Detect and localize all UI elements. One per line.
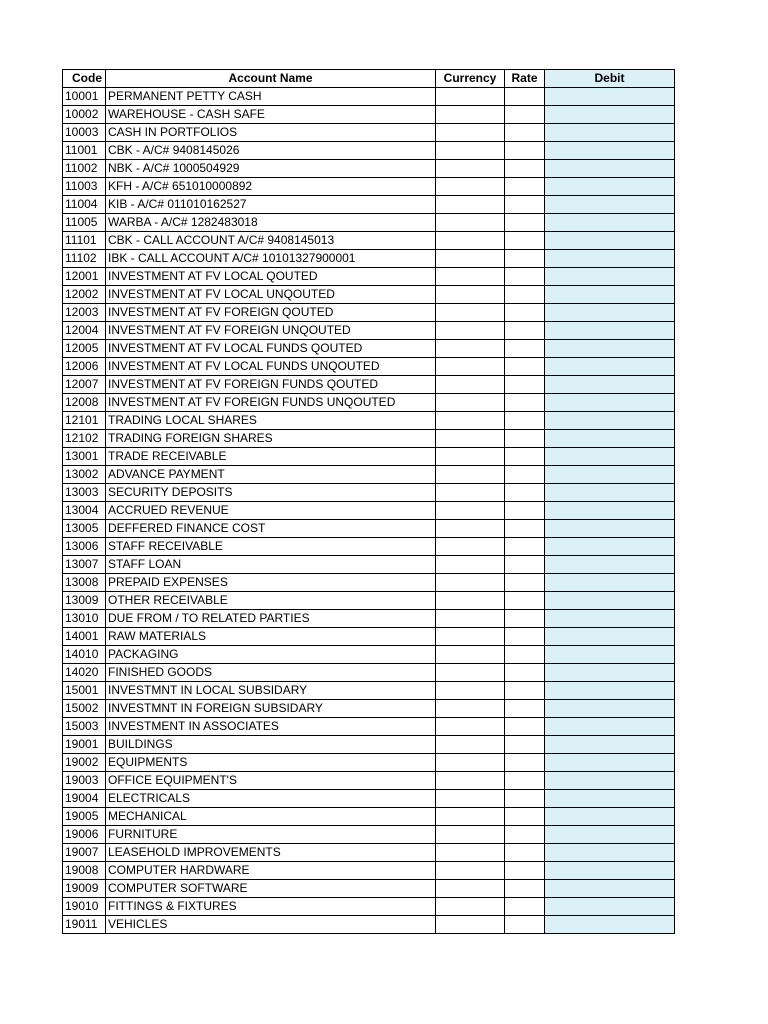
cell-currency[interactable] <box>436 106 505 124</box>
cell-account-name[interactable]: INVESTMENT IN ASSOCIATES <box>106 718 436 736</box>
cell-currency[interactable] <box>436 232 505 250</box>
cell-rate[interactable] <box>505 700 545 718</box>
cell-rate[interactable] <box>505 628 545 646</box>
cell-account-name[interactable]: INVESTMENT AT FV LOCAL FUNDS QOUTED <box>106 340 436 358</box>
table-row <box>63 124 675 142</box>
table-row <box>63 736 675 754</box>
cell-code[interactable]: 13008 <box>63 574 106 592</box>
cell-rate[interactable] <box>505 394 545 412</box>
table-row <box>63 232 675 250</box>
cell-debit[interactable] <box>545 682 675 700</box>
cell-code[interactable]: 11003 <box>63 178 106 196</box>
cell-account-name[interactable]: FITTINGS & FIXTURES <box>106 898 436 916</box>
cell-rate[interactable] <box>505 124 545 142</box>
table-row <box>63 754 675 772</box>
cell-debit[interactable] <box>545 484 675 502</box>
cell-debit[interactable] <box>545 808 675 826</box>
cell-rate[interactable] <box>505 196 545 214</box>
cell-debit[interactable] <box>545 790 675 808</box>
table-row <box>63 718 675 736</box>
cell-account-name[interactable]: WAREHOUSE - CASH SAFE <box>106 106 436 124</box>
cell-code[interactable]: 15002 <box>63 700 106 718</box>
table-row <box>63 592 675 610</box>
cell-currency[interactable] <box>436 160 505 178</box>
table-row <box>63 268 675 286</box>
header-rate[interactable]: Rate <box>505 70 545 88</box>
cell-account-name[interactable]: SECURITY DEPOSITS <box>106 484 436 502</box>
cell-account-name[interactable]: PERMANENT PETTY CASH <box>106 88 436 106</box>
table-row <box>63 556 675 574</box>
cell-currency[interactable] <box>436 304 505 322</box>
cell-debit[interactable] <box>545 178 675 196</box>
cell-debit[interactable] <box>545 736 675 754</box>
cell-code[interactable]: 19005 <box>63 808 106 826</box>
table-row <box>63 358 675 376</box>
cell-rate[interactable] <box>505 718 545 736</box>
table-row <box>63 304 675 322</box>
cell-currency[interactable] <box>436 916 505 934</box>
cell-code[interactable]: 12102 <box>63 430 106 448</box>
table-row <box>63 700 675 718</box>
cell-debit[interactable] <box>545 610 675 628</box>
cell-account-name[interactable]: WARBA - A/C# 1282483018 <box>106 214 436 232</box>
cell-code[interactable]: 19010 <box>63 898 106 916</box>
table-row <box>63 916 675 934</box>
cell-currency[interactable] <box>436 412 505 430</box>
cell-debit[interactable] <box>545 556 675 574</box>
cell-currency[interactable] <box>436 628 505 646</box>
cell-account-name[interactable]: IBK - CALL ACCOUNT A/C# 10101327900001 <box>106 250 436 268</box>
cell-rate[interactable] <box>505 178 545 196</box>
cell-currency[interactable] <box>436 88 505 106</box>
cell-account-name[interactable]: NBK - A/C# 1000504929 <box>106 160 436 178</box>
cell-debit[interactable] <box>545 826 675 844</box>
cell-code[interactable]: 14010 <box>63 646 106 664</box>
cell-code[interactable]: 14001 <box>63 628 106 646</box>
cell-rate[interactable] <box>505 898 545 916</box>
cell-debit[interactable] <box>545 916 675 934</box>
cell-code[interactable]: 10002 <box>63 106 106 124</box>
cell-code[interactable]: 12007 <box>63 376 106 394</box>
cell-currency[interactable] <box>436 520 505 538</box>
cell-rate[interactable] <box>505 862 545 880</box>
table-row <box>63 574 675 592</box>
table-row <box>63 862 675 880</box>
cell-account-name[interactable]: INVESTMENT AT FV FOREIGN QOUTED <box>106 304 436 322</box>
table-header <box>63 70 675 88</box>
accounts-table <box>62 69 675 934</box>
cell-rate[interactable] <box>505 304 545 322</box>
cell-rate[interactable] <box>505 808 545 826</box>
cell-account-name[interactable]: DEFFERED FINANCE COST <box>106 520 436 538</box>
table-row <box>63 520 675 538</box>
cell-currency[interactable] <box>436 484 505 502</box>
cell-rate[interactable] <box>505 286 545 304</box>
cell-debit[interactable] <box>545 880 675 898</box>
cell-debit[interactable] <box>545 772 675 790</box>
cell-code[interactable]: 11102 <box>63 250 106 268</box>
cell-currency[interactable] <box>436 448 505 466</box>
cell-currency[interactable] <box>436 610 505 628</box>
cell-currency[interactable] <box>436 718 505 736</box>
cell-debit[interactable] <box>545 844 675 862</box>
cell-account-name[interactable]: INVESTMNT IN FOREIGN SUBSIDARY <box>106 700 436 718</box>
cell-debit[interactable] <box>545 718 675 736</box>
cell-account-name[interactable]: COMPUTER HARDWARE <box>106 862 436 880</box>
table-row <box>63 394 675 412</box>
cell-debit[interactable] <box>545 628 675 646</box>
cell-currency[interactable] <box>436 268 505 286</box>
cell-code[interactable]: 15003 <box>63 718 106 736</box>
cell-debit[interactable] <box>545 592 675 610</box>
cell-account-name[interactable]: CASH IN PORTFOLIOS <box>106 124 436 142</box>
cell-code[interactable]: 13004 <box>63 502 106 520</box>
cell-currency[interactable] <box>436 430 505 448</box>
cell-debit[interactable] <box>545 466 675 484</box>
cell-rate[interactable] <box>505 502 545 520</box>
table-row <box>63 196 675 214</box>
cell-debit[interactable] <box>545 448 675 466</box>
cell-currency[interactable] <box>436 790 505 808</box>
cell-account-name[interactable]: INVESTMNT IN LOCAL SUBSIDARY <box>106 682 436 700</box>
cell-debit[interactable] <box>545 88 675 106</box>
cell-currency[interactable] <box>436 592 505 610</box>
cell-account-name[interactable]: DUE FROM / TO RELATED PARTIES <box>106 610 436 628</box>
cell-rate[interactable] <box>505 358 545 376</box>
cell-rate[interactable] <box>505 646 545 664</box>
cell-code[interactable]: 19004 <box>63 790 106 808</box>
table-row <box>63 430 675 448</box>
cell-code[interactable]: 19002 <box>63 754 106 772</box>
cell-debit[interactable] <box>545 430 675 448</box>
cell-code[interactable]: 19011 <box>63 916 106 934</box>
cell-currency[interactable] <box>436 772 505 790</box>
cell-debit[interactable] <box>545 538 675 556</box>
cell-debit[interactable] <box>545 394 675 412</box>
cell-code[interactable]: 13009 <box>63 592 106 610</box>
cell-currency[interactable] <box>436 322 505 340</box>
cell-rate[interactable] <box>505 106 545 124</box>
table-row <box>63 322 675 340</box>
cell-debit[interactable] <box>545 574 675 592</box>
cell-code[interactable]: 12002 <box>63 286 106 304</box>
cell-code[interactable]: 11001 <box>63 142 106 160</box>
cell-rate[interactable] <box>505 520 545 538</box>
cell-rate[interactable] <box>505 880 545 898</box>
cell-rate[interactable] <box>505 826 545 844</box>
table-row <box>63 808 675 826</box>
cell-rate[interactable] <box>505 160 545 178</box>
cell-currency[interactable] <box>436 124 505 142</box>
cell-rate[interactable] <box>505 250 545 268</box>
table-row <box>63 790 675 808</box>
cell-debit[interactable] <box>545 124 675 142</box>
cell-rate[interactable] <box>505 430 545 448</box>
cell-rate[interactable] <box>505 538 545 556</box>
table-row <box>63 376 675 394</box>
table-row <box>63 646 675 664</box>
cell-account-name[interactable]: ACCRUED REVENUE <box>106 502 436 520</box>
cell-debit[interactable] <box>545 250 675 268</box>
cell-rate[interactable] <box>505 214 545 232</box>
cell-code[interactable]: 13007 <box>63 556 106 574</box>
table-row <box>63 88 675 106</box>
cell-code[interactable]: 13003 <box>63 484 106 502</box>
cell-account-name[interactable]: INVESTMENT AT FV FOREIGN UNQOUTED <box>106 322 436 340</box>
cell-currency[interactable] <box>436 826 505 844</box>
cell-account-name[interactable]: PREPAID EXPENSES <box>106 574 436 592</box>
cell-account-name[interactable]: TRADING LOCAL SHARES <box>106 412 436 430</box>
cell-currency[interactable] <box>436 538 505 556</box>
cell-code[interactable]: 13002 <box>63 466 106 484</box>
cell-debit[interactable] <box>545 502 675 520</box>
cell-rate[interactable] <box>505 556 545 574</box>
cell-code[interactable]: 11101 <box>63 232 106 250</box>
cell-account-name[interactable]: TRADE RECEIVABLE <box>106 448 436 466</box>
cell-currency[interactable] <box>436 214 505 232</box>
cell-currency[interactable] <box>436 574 505 592</box>
cell-code[interactable]: 19009 <box>63 880 106 898</box>
cell-account-name[interactable]: OTHER RECEIVABLE <box>106 592 436 610</box>
table-row <box>63 448 675 466</box>
cell-debit[interactable] <box>545 286 675 304</box>
cell-rate[interactable] <box>505 574 545 592</box>
cell-account-name[interactable]: FURNITURE <box>106 826 436 844</box>
cell-currency[interactable] <box>436 736 505 754</box>
cell-account-name[interactable]: CBK - CALL ACCOUNT A/C# 9408145013 <box>106 232 436 250</box>
table-row <box>63 502 675 520</box>
cell-code[interactable]: 10003 <box>63 124 106 142</box>
table-row <box>63 772 675 790</box>
table-body <box>63 88 675 934</box>
table-row <box>63 610 675 628</box>
cell-currency[interactable] <box>436 844 505 862</box>
cell-code[interactable]: 19003 <box>63 772 106 790</box>
cell-rate[interactable] <box>505 484 545 502</box>
cell-account-name[interactable]: LEASEHOLD IMPROVEMENTS <box>106 844 436 862</box>
cell-currency[interactable] <box>436 664 505 682</box>
cell-account-name[interactable]: OFFICE EQUIPMENT'S <box>106 772 436 790</box>
cell-account-name[interactable]: CBK - A/C# 9408145026 <box>106 142 436 160</box>
table-row <box>63 142 675 160</box>
cell-code[interactable]: 12101 <box>63 412 106 430</box>
cell-currency[interactable] <box>436 808 505 826</box>
table-row <box>63 286 675 304</box>
cell-rate[interactable] <box>505 232 545 250</box>
table-row <box>63 484 675 502</box>
cell-debit[interactable] <box>545 196 675 214</box>
cell-account-name[interactable]: PACKAGING <box>106 646 436 664</box>
cell-code[interactable]: 13006 <box>63 538 106 556</box>
table-row <box>63 826 675 844</box>
cell-currency[interactable] <box>436 700 505 718</box>
cell-rate[interactable] <box>505 268 545 286</box>
cell-currency[interactable] <box>436 682 505 700</box>
cell-code[interactable]: 11002 <box>63 160 106 178</box>
table-row <box>63 340 675 358</box>
cell-rate[interactable] <box>505 88 545 106</box>
cell-code[interactable]: 19008 <box>63 862 106 880</box>
cell-debit[interactable] <box>545 862 675 880</box>
cell-debit[interactable] <box>545 304 675 322</box>
cell-debit[interactable] <box>545 664 675 682</box>
cell-debit[interactable] <box>545 160 675 178</box>
cell-rate[interactable] <box>505 736 545 754</box>
cell-account-name[interactable]: ADVANCE PAYMENT <box>106 466 436 484</box>
cell-debit[interactable] <box>545 646 675 664</box>
cell-rate[interactable] <box>505 448 545 466</box>
cell-code[interactable]: 11004 <box>63 196 106 214</box>
header-account-name[interactable]: Account Name <box>106 70 436 88</box>
cell-code[interactable]: 12005 <box>63 340 106 358</box>
cell-currency[interactable] <box>436 142 505 160</box>
cell-rate[interactable] <box>505 916 545 934</box>
cell-account-name[interactable]: KFH - A/C# 651010000892 <box>106 178 436 196</box>
cell-currency[interactable] <box>436 286 505 304</box>
cell-account-name[interactable]: ELECTRICALS <box>106 790 436 808</box>
cell-currency[interactable] <box>436 178 505 196</box>
cell-rate[interactable] <box>505 592 545 610</box>
table-row <box>63 160 675 178</box>
cell-code[interactable]: 19001 <box>63 736 106 754</box>
cell-rate[interactable] <box>505 790 545 808</box>
cell-account-name[interactable]: INVESTMENT AT FV LOCAL UNQOUTED <box>106 286 436 304</box>
table-row <box>63 898 675 916</box>
table-row <box>63 178 675 196</box>
cell-currency[interactable] <box>436 466 505 484</box>
header-debit[interactable]: Debit <box>545 70 675 88</box>
table-row <box>63 466 675 484</box>
cell-currency[interactable] <box>436 502 505 520</box>
cell-rate[interactable] <box>505 340 545 358</box>
table-row <box>63 250 675 268</box>
cell-debit[interactable] <box>545 412 675 430</box>
cell-debit[interactable] <box>545 358 675 376</box>
cell-debit[interactable] <box>545 232 675 250</box>
table-row <box>63 538 675 556</box>
table-row <box>63 664 675 682</box>
table-row <box>63 214 675 232</box>
cell-code[interactable]: 12006 <box>63 358 106 376</box>
cell-code[interactable]: 13010 <box>63 610 106 628</box>
cell-account-name[interactable]: INVESTMENT AT FV FOREIGN FUNDS QOUTED <box>106 376 436 394</box>
cell-debit[interactable] <box>545 214 675 232</box>
cell-currency[interactable] <box>436 880 505 898</box>
cell-currency[interactable] <box>436 196 505 214</box>
cell-rate[interactable] <box>505 142 545 160</box>
cell-debit[interactable] <box>545 700 675 718</box>
cell-currency[interactable] <box>436 862 505 880</box>
table-row <box>63 412 675 430</box>
cell-account-name[interactable]: STAFF RECEIVABLE <box>106 538 436 556</box>
cell-account-name[interactable]: INVESTMENT AT FV FOREIGN FUNDS UNQOUTED <box>106 394 436 412</box>
table-row <box>63 106 675 124</box>
cell-debit[interactable] <box>545 142 675 160</box>
cell-currency[interactable] <box>436 754 505 772</box>
cell-rate[interactable] <box>505 376 545 394</box>
cell-currency[interactable] <box>436 556 505 574</box>
cell-currency[interactable] <box>436 898 505 916</box>
cell-rate[interactable] <box>505 610 545 628</box>
cell-account-name[interactable]: BUILDINGS <box>106 736 436 754</box>
cell-debit[interactable] <box>545 754 675 772</box>
cell-code[interactable]: 19006 <box>63 826 106 844</box>
cell-rate[interactable] <box>505 664 545 682</box>
cell-code[interactable]: 13001 <box>63 448 106 466</box>
cell-debit[interactable] <box>545 268 675 286</box>
cell-code[interactable]: 12001 <box>63 268 106 286</box>
cell-debit[interactable] <box>545 520 675 538</box>
cell-code[interactable]: 14020 <box>63 664 106 682</box>
cell-debit[interactable] <box>545 376 675 394</box>
cell-rate[interactable] <box>505 322 545 340</box>
cell-rate[interactable] <box>505 466 545 484</box>
cell-account-name[interactable]: MECHANICAL <box>106 808 436 826</box>
cell-debit[interactable] <box>545 322 675 340</box>
cell-account-name[interactable]: FINISHED GOODS <box>106 664 436 682</box>
cell-account-name[interactable]: STAFF LOAN <box>106 556 436 574</box>
cell-account-name[interactable]: INVESTMENT AT FV LOCAL QOUTED <box>106 268 436 286</box>
cell-rate[interactable] <box>505 844 545 862</box>
cell-currency[interactable] <box>436 646 505 664</box>
cell-rate[interactable] <box>505 412 545 430</box>
header-code[interactable]: Code <box>63 70 106 88</box>
cell-account-name[interactable]: TRADING FOREIGN SHARES <box>106 430 436 448</box>
cell-rate[interactable] <box>505 754 545 772</box>
cell-debit[interactable] <box>545 340 675 358</box>
cell-code[interactable]: 12008 <box>63 394 106 412</box>
table-row <box>63 628 675 646</box>
table-row <box>63 682 675 700</box>
header-currency[interactable]: Currency <box>436 70 505 88</box>
cell-account-name[interactable]: RAW MATERIALS <box>106 628 436 646</box>
cell-code[interactable]: 12003 <box>63 304 106 322</box>
header-row <box>63 70 675 88</box>
cell-debit[interactable] <box>545 106 675 124</box>
cell-account-name[interactable]: INVESTMENT AT FV LOCAL FUNDS UNQOUTED <box>106 358 436 376</box>
cell-debit[interactable] <box>545 898 675 916</box>
table-row <box>63 880 675 898</box>
cell-currency[interactable] <box>436 340 505 358</box>
cell-rate[interactable] <box>505 682 545 700</box>
cell-code[interactable]: 15001 <box>63 682 106 700</box>
cell-rate[interactable] <box>505 772 545 790</box>
cell-account-name[interactable]: COMPUTER SOFTWARE <box>106 880 436 898</box>
cell-code[interactable]: 12004 <box>63 322 106 340</box>
cell-account-name[interactable]: KIB - A/C# 011010162527 <box>106 196 436 214</box>
cell-currency[interactable] <box>436 250 505 268</box>
table-row <box>63 844 675 862</box>
cell-account-name[interactable]: VEHICLES <box>106 916 436 934</box>
cell-currency[interactable] <box>436 394 505 412</box>
cell-currency[interactable] <box>436 358 505 376</box>
cell-currency[interactable] <box>436 376 505 394</box>
cell-code[interactable]: 11005 <box>63 214 106 232</box>
cell-code[interactable]: 19007 <box>63 844 106 862</box>
cell-code[interactable]: 13005 <box>63 520 106 538</box>
cell-code[interactable]: 10001 <box>63 88 106 106</box>
cell-account-name[interactable]: EQUIPMENTS <box>106 754 436 772</box>
